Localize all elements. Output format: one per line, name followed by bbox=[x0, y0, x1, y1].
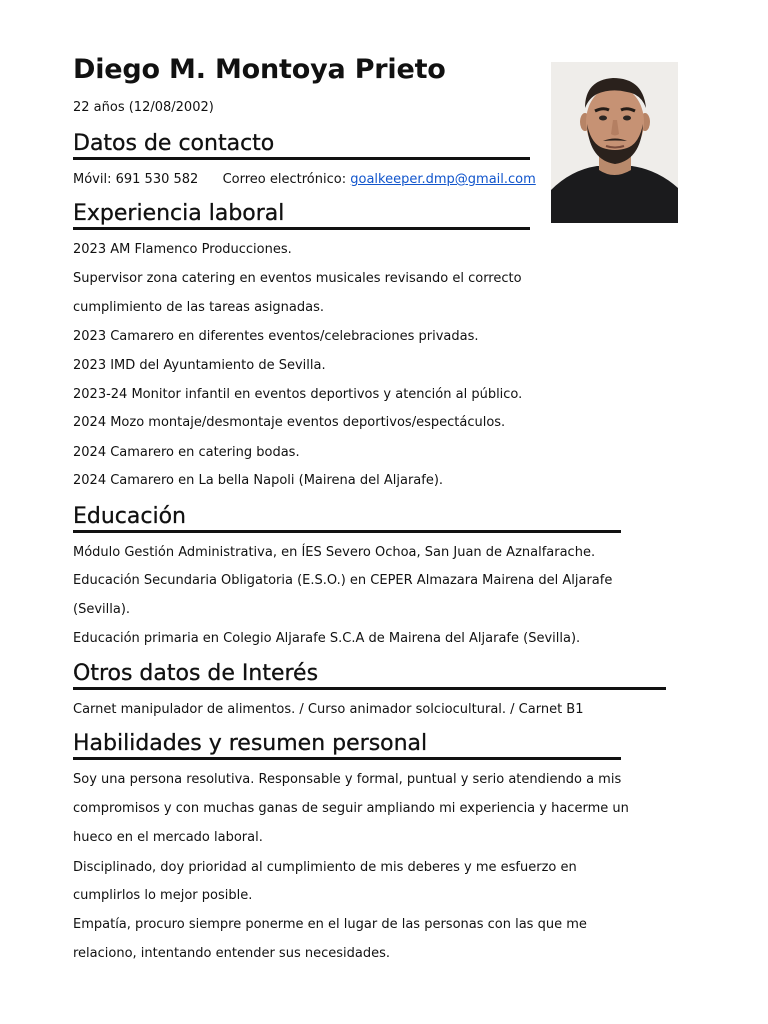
experience-line: 2024 Camarero en La bella Napoli (Mairena del Aljarafe). bbox=[73, 473, 444, 488]
profile-photo bbox=[551, 62, 678, 223]
skills-line: cumplirlos lo mejor posible. bbox=[73, 888, 253, 903]
experience-line: 2023 Camarero en diferentes eventos/celebraciones privadas. bbox=[73, 329, 479, 344]
skills-line: relaciono, intentando entender sus necesidades. bbox=[73, 946, 390, 961]
section-rule-other bbox=[73, 687, 666, 690]
candidate-age: 22 años (12/08/2002) bbox=[73, 100, 214, 115]
contact-line bbox=[73, 171, 536, 189]
section-title-skills: Habilidades y resumen personal bbox=[73, 731, 428, 756]
education-line: (Sevilla). bbox=[73, 602, 131, 617]
section-rule-skills bbox=[73, 757, 621, 760]
section-heading-other bbox=[73, 660, 318, 688]
candidate-name: Diego M. Montoya Prieto bbox=[73, 54, 446, 85]
section-heading-contact bbox=[73, 130, 274, 158]
skills-line: compromisos y con muchas ganas de seguir ampliando mi experiencia y hacerme un bbox=[73, 801, 629, 816]
section-title-other: Otros datos de Interés bbox=[73, 661, 319, 686]
section-title-education: Educación bbox=[73, 504, 186, 529]
experience-line: cumplimiento de las tareas asignadas. bbox=[73, 300, 325, 315]
experience-line: 2023-24 Monitor infantil en eventos deportivos y atención al público. bbox=[73, 387, 523, 402]
education-line: Módulo Gestión Administrativa, en ÍES Severo Ochoa, San Juan de Aznalfarache. bbox=[73, 545, 596, 560]
experience-line: 2024 Mozo montaje/desmontaje eventos deportivos/espectáculos. bbox=[73, 415, 506, 430]
section-title-experience: Experiencia laboral bbox=[73, 201, 285, 226]
section-heading-skills bbox=[73, 730, 427, 758]
skills-line: Soy una persona resolutiva. Responsable y formal, puntual y serio atendiendo a mis bbox=[73, 772, 622, 787]
skills-line: Empatía, procuro siempre ponerme en el lugar de las personas con las que me bbox=[73, 917, 587, 932]
section-heading-education bbox=[73, 503, 186, 531]
experience-line: 2023 IMD del Ayuntamiento de Sevilla. bbox=[73, 358, 326, 373]
section-rule-experience bbox=[73, 227, 530, 230]
section-heading-experience bbox=[73, 200, 284, 228]
email-link[interactable]: goalkeeper.dmp@gmail.com bbox=[350, 172, 536, 187]
mobile-text: Móvil: 691 530 582 bbox=[73, 172, 199, 187]
experience-line: 2024 Camarero en catering bodas. bbox=[73, 445, 300, 460]
other-line: Carnet manipulador de alimentos. / Curso animador solciocultural. / Carnet B1 bbox=[73, 702, 584, 717]
education-line: Educación primaria en Colegio Aljarafe S.C.A de Mairena del Aljarafe (Sevilla). bbox=[73, 631, 581, 646]
profile-photo-image bbox=[551, 62, 678, 223]
section-rule-education bbox=[73, 530, 621, 533]
section-title-contact: Datos de contacto bbox=[73, 131, 275, 156]
education-line: Educación Secundaria Obligatoria (E.S.O.) en CEPER Almazara Mairena del Aljarafe bbox=[73, 573, 613, 588]
section-rule-contact bbox=[73, 157, 530, 160]
skills-line: Disciplinado, doy prioridad al cumplimiento de mis deberes y me esfuerzo en bbox=[73, 860, 577, 875]
email-label: Correo electrónico: bbox=[222, 172, 347, 187]
skills-line: hueco en el mercado laboral. bbox=[73, 830, 263, 845]
experience-line: 2023 AM Flamenco Producciones. bbox=[73, 242, 292, 257]
experience-line: Supervisor zona catering en eventos musicales revisando el correcto bbox=[73, 271, 522, 286]
